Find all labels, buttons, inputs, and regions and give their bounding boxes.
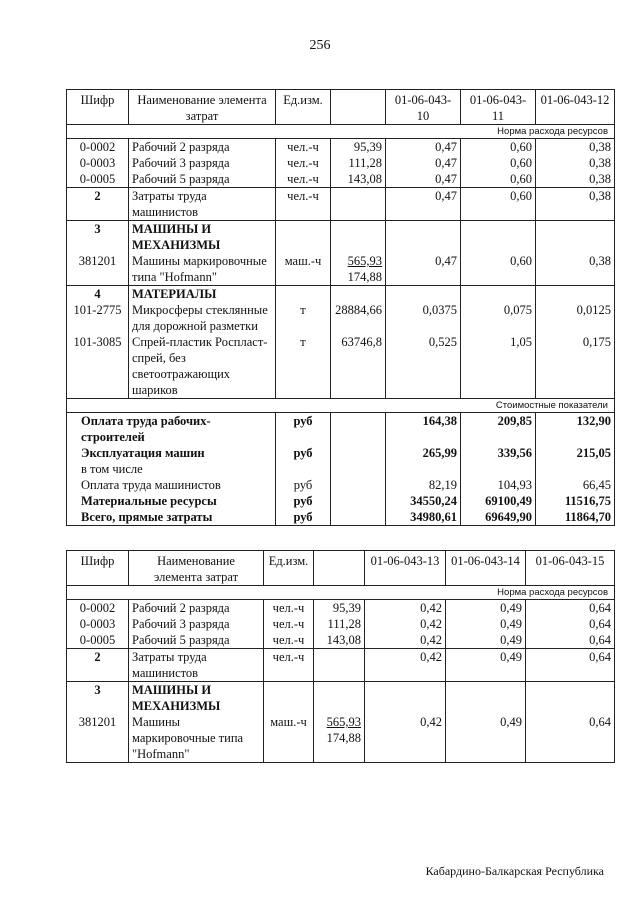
resource-table-1 — [66, 89, 615, 526]
section-row — [67, 399, 615, 413]
code-cell: 101-3085 — [67, 334, 129, 399]
value-cell: 0,525 — [386, 334, 461, 399]
table-row — [67, 682, 615, 715]
table-row — [67, 139, 615, 156]
code-cell: 381201 — [67, 714, 129, 763]
table-row — [67, 714, 615, 763]
price-cell — [331, 188, 386, 221]
price-cell — [314, 714, 365, 763]
value-cell — [536, 461, 615, 477]
value-cell: 0,64 — [526, 616, 615, 632]
price-value-2: 174,88 — [326, 731, 361, 745]
value-cell: 0,49 — [446, 649, 526, 682]
value-cell — [461, 221, 536, 254]
value-cell: 0,47 — [386, 139, 461, 156]
cost-name: Эксплуатация машин — [67, 445, 276, 461]
table-row — [67, 188, 615, 221]
price-cell — [331, 286, 386, 303]
name-cell: Рабочий 5 разряда — [129, 171, 276, 188]
footer-region: Кабардино-Балкарская Республика — [425, 864, 604, 878]
row-group — [67, 286, 615, 399]
price-cell — [331, 253, 386, 286]
name-cell: МАШИНЫ И МЕХАНИЗМЫ — [129, 682, 264, 715]
unit-cell: руб — [276, 413, 331, 446]
table-row — [67, 221, 615, 254]
value-cell: 339,56 — [461, 445, 536, 461]
unit-cell: чел.-ч — [264, 600, 314, 617]
name-cell: Спрей-пластик Роспласт-спрей, без светоотражающих шариков — [129, 334, 276, 399]
value-cell: 0,175 — [536, 334, 615, 399]
value-cell: 164,38 — [386, 413, 461, 446]
unit-cell — [264, 682, 314, 715]
price-cell: 63746,8 — [331, 334, 386, 399]
name-cell: Затраты труда машинистов — [129, 649, 264, 682]
value-cell — [536, 221, 615, 254]
table-row — [67, 334, 615, 399]
value-cell: 0,42 — [365, 600, 446, 617]
price-cell: 95,39 — [331, 139, 386, 156]
price-cell — [331, 509, 386, 526]
code-cell: 0-0003 — [67, 616, 129, 632]
row-group — [67, 682, 615, 763]
unit-cell: чел.-ч — [276, 171, 331, 188]
section-costs — [67, 399, 615, 413]
price-cell: 111,28 — [331, 155, 386, 171]
table-row — [67, 616, 615, 632]
unit-cell — [276, 461, 331, 477]
table-row — [67, 286, 615, 303]
header-cell: 01-06-043-13 — [365, 551, 446, 586]
value-cell: 0,49 — [446, 632, 526, 649]
value-cell: 0,47 — [386, 253, 461, 286]
header-cell: Наименование элемента затрат — [129, 90, 276, 125]
value-cell: 0,0375 — [386, 302, 461, 334]
cost-row — [67, 493, 615, 509]
value-cell: 215,05 — [536, 445, 615, 461]
value-cell: 265,99 — [386, 445, 461, 461]
unit-cell — [276, 286, 331, 303]
unit-cell: руб — [276, 493, 331, 509]
value-cell — [536, 286, 615, 303]
value-cell: 0,38 — [536, 139, 615, 156]
name-cell: Машины маркировочные типа "Hofmann" — [129, 714, 264, 763]
cost-row — [67, 509, 615, 526]
value-cell: 0,64 — [526, 714, 615, 763]
unit-cell: маш.-ч — [276, 253, 331, 286]
value-cell: 34550,24 — [386, 493, 461, 509]
value-cell: 0,38 — [536, 253, 615, 286]
unit-cell: т — [276, 334, 331, 399]
section-label: Норма расхода ресурсов — [67, 586, 615, 600]
unit-cell: чел.-ч — [264, 649, 314, 682]
value-cell: 0,38 — [536, 155, 615, 171]
value-cell: 0,38 — [536, 188, 615, 221]
unit-cell: чел.-ч — [276, 188, 331, 221]
value-cell: 209,85 — [461, 413, 536, 446]
value-cell — [526, 682, 615, 715]
cost-row — [67, 477, 615, 493]
value-cell: 0,49 — [446, 600, 526, 617]
value-cell: 0,42 — [365, 714, 446, 763]
section-row — [67, 125, 615, 139]
section-label: Стоимостные показатели — [67, 399, 615, 413]
header-cell: Ед.изм. — [276, 90, 331, 125]
unit-cell: чел.-ч — [264, 616, 314, 632]
cost-name: Оплата труда рабочих-строителей — [67, 413, 276, 446]
cost-name: в том числе — [67, 461, 276, 477]
value-cell: 69649,90 — [461, 509, 536, 526]
header-cell: Шифр — [67, 551, 129, 586]
unit-cell: чел.-ч — [276, 155, 331, 171]
header-cell: 01-06-043-14 — [446, 551, 526, 586]
table-row — [67, 600, 615, 617]
code-cell: 2 — [67, 188, 129, 221]
name-cell: Рабочий 2 разряда — [129, 600, 264, 617]
row-group — [67, 649, 615, 682]
value-cell: 0,60 — [461, 188, 536, 221]
value-cell — [461, 461, 536, 477]
table-row — [67, 253, 615, 286]
code-cell: 3 — [67, 682, 129, 715]
header-cell — [331, 90, 386, 125]
value-cell: 34980,61 — [386, 509, 461, 526]
section-row — [67, 586, 615, 600]
code-cell: 2 — [67, 649, 129, 682]
value-cell: 0,60 — [461, 155, 536, 171]
table-row — [67, 171, 615, 188]
price-value: 565,93 — [347, 254, 382, 268]
price-cell: 143,08 — [331, 171, 386, 188]
value-cell: 0,49 — [446, 616, 526, 632]
value-cell: 1,05 — [461, 334, 536, 399]
section-label: Норма расхода ресурсов — [67, 125, 615, 139]
value-cell: 82,19 — [386, 477, 461, 493]
value-cell: 0,075 — [461, 302, 536, 334]
name-cell: МАТЕРИАЛЫ — [129, 286, 276, 303]
price-cell — [314, 649, 365, 682]
table-row — [67, 649, 615, 682]
table-row — [67, 632, 615, 649]
unit-cell: руб — [276, 445, 331, 461]
header-cell: 01-06-043-12 — [536, 90, 615, 125]
value-cell — [386, 221, 461, 254]
value-cell: 0,47 — [386, 155, 461, 171]
price-cell — [331, 445, 386, 461]
header-cell: Наименование элемента затрат — [129, 551, 264, 586]
cost-name: Материальные ресурсы — [67, 493, 276, 509]
code-cell: 0-0005 — [67, 632, 129, 649]
value-cell: 11864,70 — [536, 509, 615, 526]
price-cell — [331, 493, 386, 509]
price-cell — [331, 413, 386, 446]
name-cell: Машины маркировочные типа "Hofmann" — [129, 253, 276, 286]
value-cell: 66,45 — [536, 477, 615, 493]
row-group — [67, 139, 615, 188]
header-cell: 01-06-043-15 — [526, 551, 615, 586]
value-cell: 0,47 — [386, 171, 461, 188]
value-cell: 0,49 — [446, 714, 526, 763]
value-cell: 104,93 — [461, 477, 536, 493]
row-group — [67, 221, 615, 286]
cost-row — [67, 413, 615, 446]
code-cell: 4 — [67, 286, 129, 303]
code-cell: 0-0003 — [67, 155, 129, 171]
value-cell — [461, 286, 536, 303]
section-resources — [67, 586, 615, 600]
code-cell: 0-0005 — [67, 171, 129, 188]
section-resources — [67, 125, 615, 139]
value-cell — [386, 286, 461, 303]
unit-cell: т — [276, 302, 331, 334]
header-cell: Ед.изм. — [264, 551, 314, 586]
value-cell — [386, 461, 461, 477]
unit-cell: руб — [276, 509, 331, 526]
price-cell — [331, 461, 386, 477]
value-cell — [365, 682, 446, 715]
code-cell: 381201 — [67, 253, 129, 286]
unit-cell: маш.-ч — [264, 714, 314, 763]
value-cell: 0,60 — [461, 253, 536, 286]
value-cell — [446, 682, 526, 715]
price-value: 565,93 — [326, 715, 361, 729]
name-cell: Микросферы стеклянные для дорожной разметки — [129, 302, 276, 334]
name-cell: Рабочий 5 разряда — [129, 632, 264, 649]
name-cell: Рабочий 2 разряда — [129, 139, 276, 156]
price-cell — [331, 477, 386, 493]
table-header — [67, 551, 615, 586]
value-cell: 0,0125 — [536, 302, 615, 334]
value-cell: 0,42 — [365, 632, 446, 649]
cost-group — [67, 413, 615, 526]
table-row — [67, 155, 615, 171]
value-cell: 0,42 — [365, 616, 446, 632]
header-row — [67, 90, 615, 125]
cost-name: Оплата труда машинистов — [67, 477, 276, 493]
value-cell: 0,38 — [536, 171, 615, 188]
value-cell: 69100,49 — [461, 493, 536, 509]
value-cell: 0,42 — [365, 649, 446, 682]
price-value-2: 174,88 — [347, 270, 382, 284]
name-cell: МАШИНЫ И МЕХАНИЗМЫ — [129, 221, 276, 254]
price-cell — [331, 221, 386, 254]
unit-cell: чел.-ч — [276, 139, 331, 156]
price-cell: 95,39 — [314, 600, 365, 617]
header-cell: 01-06-043-10 — [386, 90, 461, 125]
value-cell: 0,64 — [526, 600, 615, 617]
row-group — [67, 188, 615, 221]
table-row — [67, 302, 615, 334]
value-cell: 0,60 — [461, 139, 536, 156]
value-cell: 0,60 — [461, 171, 536, 188]
name-cell: Рабочий 3 разряда — [129, 155, 276, 171]
unit-cell: руб — [276, 477, 331, 493]
name-cell: Рабочий 3 разряда — [129, 616, 264, 632]
name-cell: Затраты труда машинистов — [129, 188, 276, 221]
cost-row — [67, 461, 615, 477]
resource-table-2 — [66, 550, 615, 763]
code-cell: 3 — [67, 221, 129, 254]
code-cell: 0-0002 — [67, 139, 129, 156]
value-cell: 0,47 — [386, 188, 461, 221]
table-header — [67, 90, 615, 125]
value-cell: 132,90 — [536, 413, 615, 446]
price-cell — [314, 682, 365, 715]
price-cell: 111,28 — [314, 616, 365, 632]
header-cell: 01-06-043-11 — [461, 90, 536, 125]
header-cell — [314, 551, 365, 586]
value-cell: 0,64 — [526, 632, 615, 649]
code-cell: 101-2775 — [67, 302, 129, 334]
value-cell: 0,64 — [526, 649, 615, 682]
page-number: 256 — [309, 38, 331, 53]
price-cell: 143,08 — [314, 632, 365, 649]
price-cell: 28884,66 — [331, 302, 386, 334]
header-row — [67, 551, 615, 586]
cost-row — [67, 445, 615, 461]
cost-name: Всего, прямые затраты — [67, 509, 276, 526]
header-cell: Шифр — [67, 90, 129, 125]
unit-cell: чел.-ч — [264, 632, 314, 649]
unit-cell — [276, 221, 331, 254]
row-group — [67, 600, 615, 649]
code-cell: 0-0002 — [67, 600, 129, 617]
value-cell: 11516,75 — [536, 493, 615, 509]
